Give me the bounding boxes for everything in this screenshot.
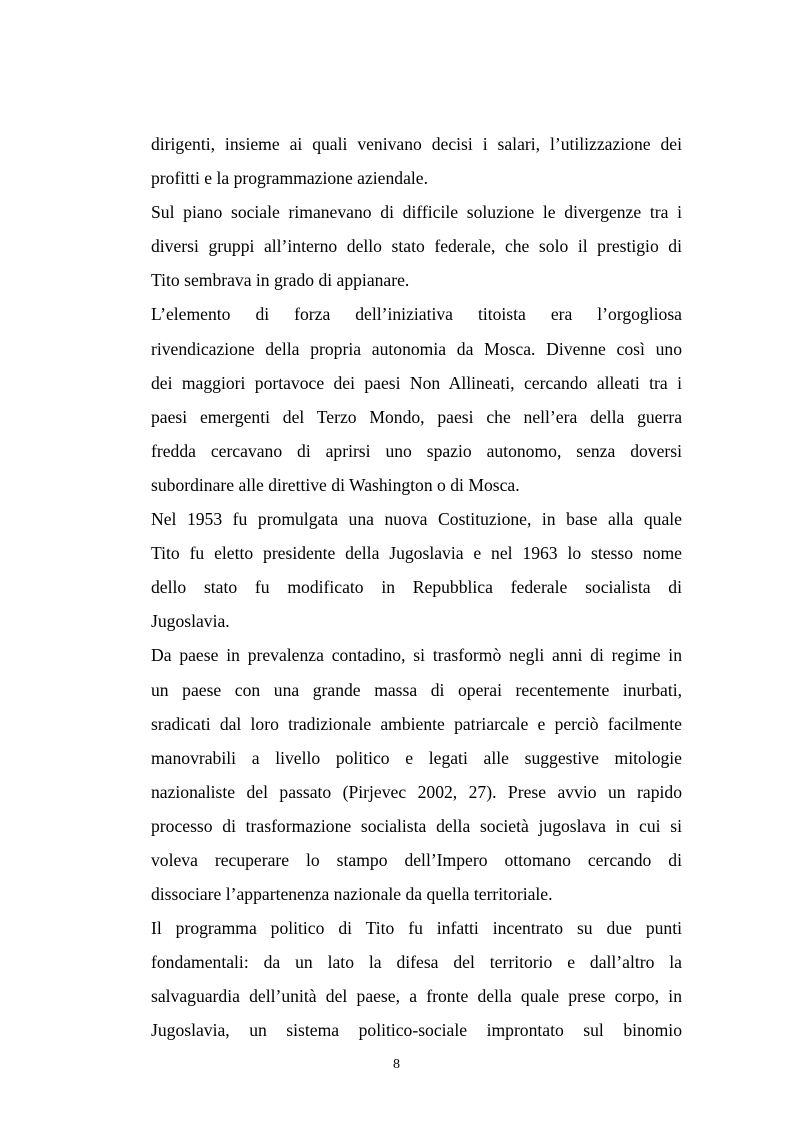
text-line: sradicati dal loro tradizionale ambiente patriarcale e perciò facilmente — [151, 713, 682, 734]
document-body — [151, 127, 682, 1048]
text-line: fondamentali: da un lato la difesa del territorio e dall’altro la — [151, 952, 682, 973]
text-line: dirigenti, insieme ai quali venivano decisi i salari, l’utilizzazione dei — [151, 134, 682, 154]
text-line: un paese con una grande massa di operai recentemente inurbati, — [151, 679, 682, 700]
text-line: dissociare l’appartenenza nazionale da quella territoriale. — [151, 884, 553, 905]
text-line: subordinare alle direttive di Washington o di Mosca. — [151, 474, 520, 495]
text-line: Tito fu eletto presidente della Jugoslavia e nel 1963 lo stesso nome — [151, 543, 682, 564]
text-line: diversi gruppi all’interno dello stato federale, che solo il prestigio di — [151, 236, 682, 257]
text-line: Nel 1953 fu promulgata una nuova Costituzione, in base alla quale — [151, 509, 682, 530]
text-line: dello stato fu modificato in Repubblica federale socialista di — [151, 577, 682, 598]
text-line: Il programma politico di Tito fu infatti incentrato su due punti — [151, 918, 682, 939]
text-line: dei maggiori portavoce dei paesi Non Allineati, cercando alleati tra i — [151, 372, 682, 393]
text-line: manovrabili a livello politico e legati alle suggestive mitologie — [151, 747, 682, 768]
text-line: L’elemento di forza dell’iniziativa titoista era l’orgogliosa — [151, 304, 682, 325]
text-line: nazionaliste del passato (Pirjevec 2002, 27). Prese avvio un rapido — [151, 781, 682, 802]
text-line: rivendicazione della propria autonomia da Mosca. Divenne così uno — [151, 338, 682, 359]
page-number: 8 — [393, 1057, 400, 1072]
text-line: salvaguardia dell’unità del paese, a fronte della quale prese corpo, in — [151, 986, 682, 1007]
text-line: Da paese in prevalenza contadino, si trasformò negli anni di regime in — [151, 645, 682, 666]
text-line: Jugoslavia. — [151, 611, 230, 632]
text-line: Sul piano sociale rimanevano di difficile soluzione le divergenze tra i — [151, 202, 682, 223]
text-line: fredda cercavano di aprirsi uno spazio autonomo, senza doversi — [151, 440, 682, 461]
text-line: Tito sembrava in grado di appianare. — [151, 270, 410, 291]
text-line: voleva recuperare lo stampo dell’Impero ottomano cercando di — [151, 849, 682, 870]
text-line: Jugoslavia, un sistema politico-sociale improntato sul binomio — [151, 1020, 682, 1041]
text-line: paesi emergenti del Terzo Mondo, paesi che nell’era della guerra — [151, 406, 682, 427]
text-line: profitti e la programmazione aziendale. — [151, 168, 428, 189]
text-line: processo di trasformazione socialista della società jugoslava in cui si — [151, 815, 682, 836]
